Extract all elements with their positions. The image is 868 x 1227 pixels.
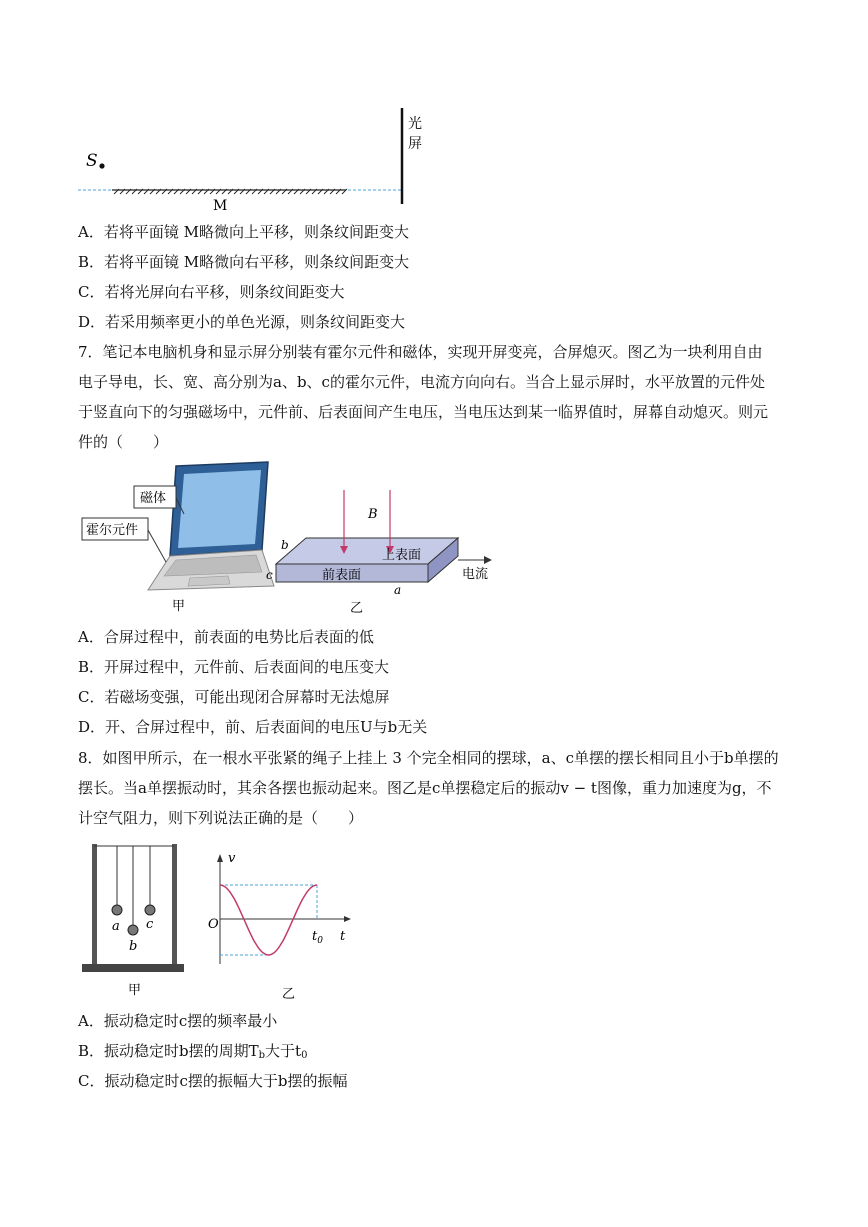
laptop-illustration	[148, 462, 274, 590]
q8-stem-line: 8．如图甲所示，在一根水平张紧的绳子上挂上 3 个完全相同的摆球，a、c单摆的摆长相同且小于b单摆的	[78, 749, 779, 767]
pendulum-figure	[78, 840, 368, 1000]
q8-option-a: A．振动稳定时c摆的频率最小	[78, 1012, 278, 1030]
q8-stem-line: 摆长。当a单摆振动时，其余各摆也振动起来。图乙是c单摆稳定后的振动v − t图像，重力加速度为g，不	[78, 779, 772, 797]
caption-yi-7: 乙	[350, 601, 364, 616]
q8-option-b-sub1: b	[258, 1050, 266, 1061]
q7-stem-line: 件的（ ）	[78, 433, 169, 451]
screen-label-2: 屏	[408, 136, 422, 152]
q8-option-b	[78, 1041, 307, 1066]
q8-option-b-mid: 大于t	[265, 1042, 302, 1060]
q7-option-a: A．合屏过程中，前表面的电势比后表面的低	[78, 628, 374, 646]
ball-b-label: b	[129, 939, 138, 954]
q6-option-c: C．若将光屏向右平移，则条纹间距变大	[78, 283, 345, 301]
hall-slab	[276, 538, 458, 582]
hall-label: 霍尔元件	[86, 523, 139, 538]
vt-origin-label: O	[208, 917, 219, 932]
pendulum-ball-c	[145, 905, 155, 915]
dim-a-label: a	[394, 583, 402, 597]
vt-t0-label: $t_0$	[312, 929, 323, 946]
q8-option-b-pre: B．振动稳定时b摆的周期T	[78, 1042, 259, 1060]
q7-option-b: B．开屏过程中，元件前、后表面间的电压变大	[78, 658, 390, 676]
q7-stem-line: 电子导电，长、宽、高分别为a、b、c的霍尔元件，电流方向向右。当合上显示屏时，水平放置的元件处	[78, 373, 765, 391]
q6-option-b: B．若将平面镜 M略微向右平移，则条纹间距变大	[78, 253, 410, 271]
current-label: 电流	[462, 567, 489, 582]
source-label: S	[86, 151, 98, 171]
caption-jia-8: 甲	[128, 983, 142, 998]
dim-c-label: c	[266, 568, 273, 582]
q7-stem-line: 7．笔记本电脑机身和显示屏分别装有霍尔元件和磁体，实现开屏变亮，合屏熄灭。图乙为一块利用自由	[78, 343, 763, 361]
q7-option-d: D．开、合屏过程中，前、后表面间的电压U与b无关	[78, 718, 428, 736]
mirror-label: M	[213, 198, 228, 214]
q8-stem	[78, 743, 790, 833]
mirror-interference-figure	[78, 108, 438, 216]
pendulum-ball-b	[128, 925, 138, 935]
q8-option-b-sub2: 0	[301, 1050, 308, 1061]
q6-option-d: D．若采用频率更小的单色光源，则条纹间距变大	[78, 313, 406, 331]
vt-curve	[220, 885, 317, 955]
vt-graph	[208, 851, 351, 964]
caption-yi-8: 乙	[282, 987, 296, 1000]
vt-axis-v-label: v	[228, 851, 236, 866]
q7-option-c: C．若磁场变强，可能出现闭合屏幕时无法熄屏	[78, 688, 390, 706]
hall-element-figure	[78, 458, 518, 618]
vt-axis-t-label: t	[340, 929, 346, 944]
q8-option-c: C．振动稳定时c摆的振幅大于b摆的振幅	[78, 1072, 348, 1090]
q6-option-a: A．若将平面镜 M略微向上平移，则条纹间距变大	[78, 223, 409, 241]
screen-label-1: 光	[408, 116, 422, 132]
dim-b-label: b	[281, 538, 289, 552]
ball-a-label: a	[112, 919, 120, 934]
b-field-label: B	[368, 507, 378, 522]
pendulum-ball-a	[112, 905, 122, 915]
q7-stem-line: 于竖直向下的匀强磁场中，元件前、后表面间产生电压，当电压达到某一临界值时，屏幕自动熄灭。则元	[78, 403, 769, 421]
q7-stem	[78, 337, 790, 457]
top-face-label: 上表面	[382, 548, 422, 563]
front-face-label: 前表面	[322, 568, 362, 583]
magnet-label: 磁体	[140, 491, 167, 506]
q8-stem-line: 计空气阻力，则下列说法正确的是（ ）	[78, 809, 364, 827]
ball-c-label: c	[146, 917, 154, 932]
caption-jia-7: 甲	[172, 599, 186, 614]
source-point	[99, 163, 104, 168]
